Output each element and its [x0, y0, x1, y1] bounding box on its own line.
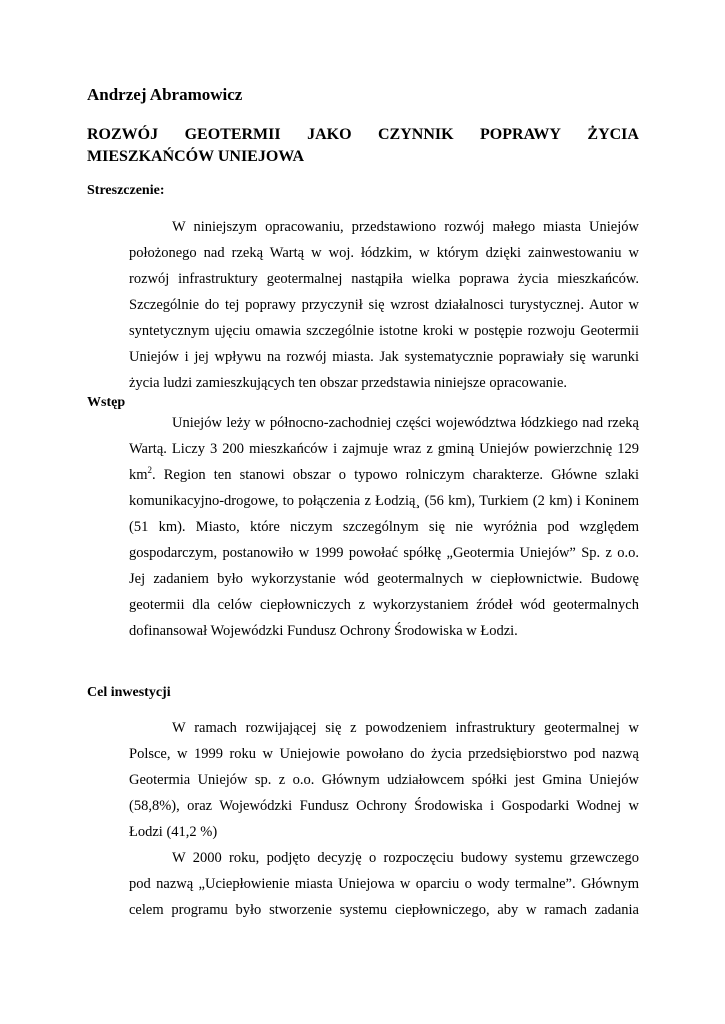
- text-line: geotermii dla celów ciepłowniczych z wykorzystaniem źródeł wód geotermalnych: [129, 597, 639, 613]
- text-line: Szczególnie do tej poprawy przyczynił się wzrost działalnosci turystycznej. Autor w: [129, 297, 639, 313]
- author-name: Andrzej Abramowicz: [87, 85, 243, 104]
- text-line: W 2000 roku, podjęto decyzję o rozpoczęciu budowy systemu grzewczego: [172, 850, 639, 866]
- text-line: pod nazwą „Uciepłowienie miasta Uniejowa w oparciu o wody termalne”. Głównym: [129, 876, 639, 892]
- abstract-paragraph: [129, 214, 639, 396]
- text-line-with-superscript: [129, 462, 639, 488]
- text-line: komunikacyjno-drogowe, to połączenia z Łodzią¸ (56 km), Turkiem (2 km) i Koninem: [129, 493, 639, 509]
- text-line: Uniejów leży w północno-zachodniej części województwa łódzkiego nad rzeką: [172, 415, 639, 431]
- text-line: położonego nad rzeką Wartą w woj. łódzkim, w którym dzięki zainwestowaniu w: [129, 245, 639, 261]
- title-word: ROZWÓJ: [87, 126, 159, 143]
- text-line: W ramach rozwijającej się z powodzeniem infrastruktury geotermalnej w: [172, 720, 639, 736]
- text-line: Polsce, w 1999 roku w Uniejowie powołano do życia przedsiębiorstwo pod nazwą: [129, 746, 639, 762]
- text-continuation: . Region ten stanowi obszar o typowo rolniczym charakterze. Główne szlaki: [152, 467, 639, 483]
- text-line: Łodzi (41,2 %): [129, 824, 218, 840]
- abstract-heading: Streszczenie:: [87, 183, 165, 198]
- text-line: celem programu było stworzenie systemu ciepłowniczego, aby w ramach zadania: [129, 902, 639, 918]
- intro-paragraph: [129, 410, 639, 644]
- goal-heading: Cel inwestycji: [87, 685, 171, 700]
- text-line: (58,8%), oraz Wojewódzki Fundusz Ochrony Środowiska i Gospodarki Wodnej w: [129, 798, 639, 814]
- title-line-1: [87, 124, 639, 146]
- text-line: dofinansował Wojewódzki Fundusz Ochrony Środowiska w Łodzi.: [129, 623, 518, 639]
- text-line: W niniejszym opracowaniu, przedstawiono rozwój małego miasta Uniejów: [172, 219, 639, 235]
- title-word: CZYNNIK: [378, 126, 454, 143]
- text-line: życia ludzi zamieszkujących ten obszar przedstawia niniejsze opracowanie.: [129, 375, 568, 391]
- title-word: GEOTERMII: [184, 126, 281, 143]
- text-line: Uniejów i jej wpływu na rozwój miasta. Jak systematycznie poprawiały się warunki: [129, 349, 639, 365]
- superscript: 2: [147, 465, 153, 475]
- unit-text: km: [129, 467, 148, 483]
- title-word: JAKO: [307, 126, 352, 143]
- title-word: ŻYCIA: [587, 126, 639, 143]
- intro-heading: Wstęp: [87, 395, 126, 410]
- text-line: syntetycznym ujęciu omawia szczególnie istotne kroki w postępie rozwoju Geotermii: [129, 323, 639, 339]
- text-line: Jej zadaniem było wykorzystanie wód geotermalnych w ciepłownictwie. Budowę: [129, 571, 639, 587]
- text-line: Geotermia Uniejów sp. z o.o. Głównym udziałowcem spółki jest Gmina Uniejów: [129, 772, 639, 788]
- text-line: gospodarczym, postanowiło w 1999 powołać spółkę „Geotermia Uniejów” Sp. z o.o.: [129, 545, 639, 561]
- goal-paragraph: [129, 715, 639, 923]
- title-word: POPRAWY: [480, 126, 561, 143]
- document-title: [87, 124, 639, 168]
- title-line-2: MIESZKAŃCÓW UNIEJOWA: [87, 148, 305, 165]
- text-line: Wartą. Liczy 3 200 mieszkańców i zajmuje wraz z gminą Uniejów powierzchnię 129: [129, 441, 639, 457]
- text-line: rozwój infrastruktury geotermalnej nastąpiła wielka poprawa życia mieszkańców.: [129, 271, 639, 287]
- text-line: (51 km). Miasto, które niczym szczególnym się nie wyróżnia pod względem: [129, 519, 639, 535]
